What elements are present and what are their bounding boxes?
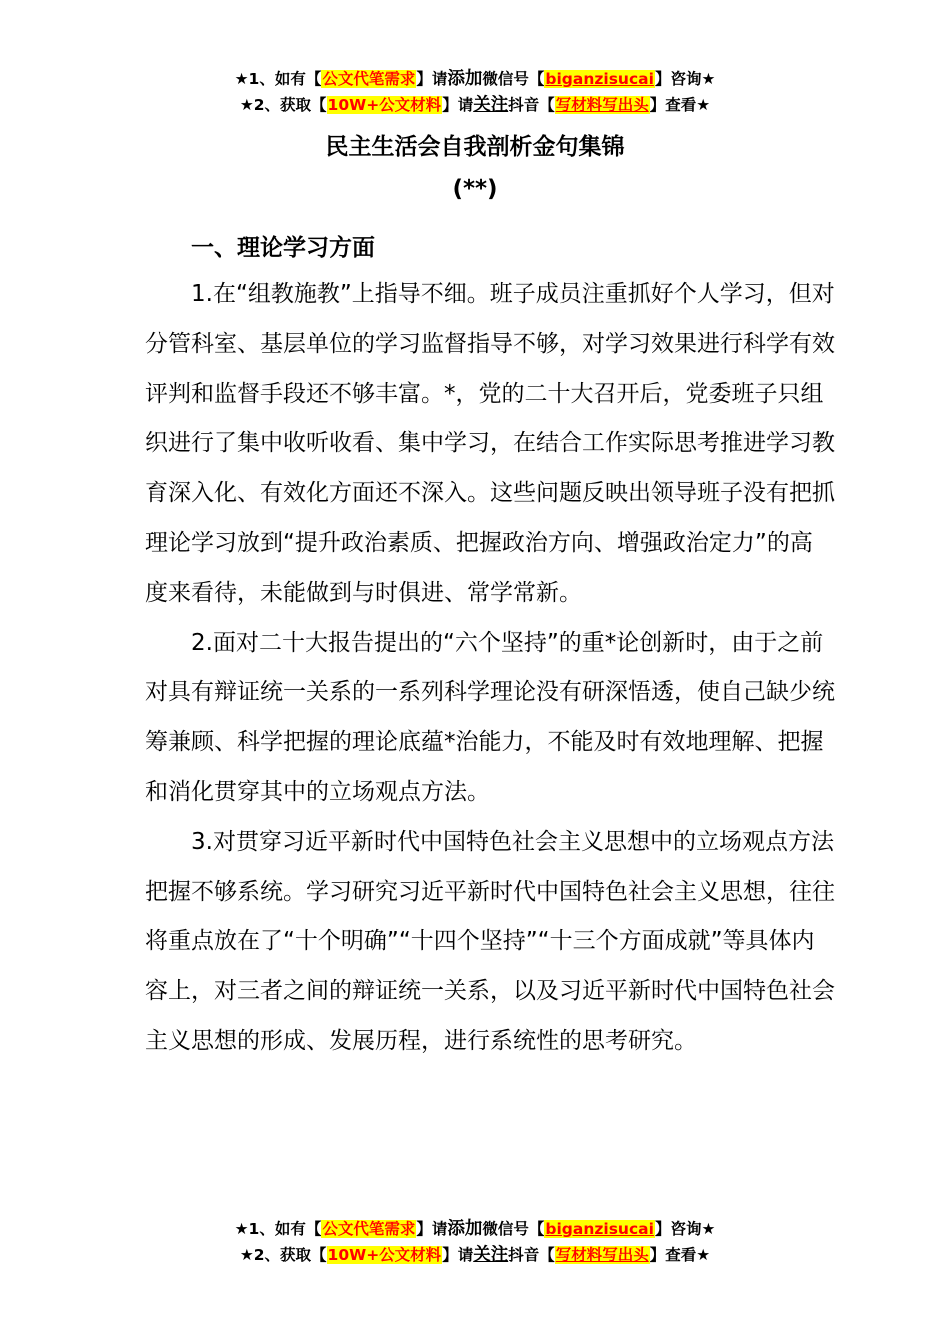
document-title: 民主生活会自我剖析金句集锦 xyxy=(325,134,625,160)
paragraph-3: 3.对贯穿习近平新时代中国特色社会主义思想中的立场观点方法把握不够系统。学习研究习近平新时代中国特色社会主义思想，往往将重点放在了“十个明确”“十四个坚持”“十三个方面成就”等具体内容上，对三者之间的辩证统一关系，以及习近平新时代中国特色社会主义思想的形成、发展历程，进行系统性的思考研究。 xyxy=(145,828,835,1054)
banner-line-1 xyxy=(0,1216,950,1242)
header-banner xyxy=(0,66,950,118)
banner-emphasis: 关注 xyxy=(473,1245,509,1265)
banner-emphasis: 添加 xyxy=(447,1219,483,1239)
banner-text: 】咨询★ xyxy=(654,1220,716,1238)
banner-text: 】查看★ xyxy=(649,1246,711,1264)
banner-text: ★1、如有【 xyxy=(234,70,322,88)
banner-text: 】请 xyxy=(442,1246,474,1264)
banner-text: ★1、如有【 xyxy=(234,1220,322,1238)
footer-banner xyxy=(0,1216,950,1268)
paragraph-2: 2.面对二十大报告提出的“六个坚持”的重*论创新时，由于之前对具有辩证统一关系的一系列科学理论没有研深悟透，使自己缺少统筹兼顾、科学把握的理论底蕴*治能力，不能及时有效地理解、把握和消化贯穿其中的立场观点方法。 xyxy=(145,629,835,805)
banner-text: ★2、获取【 xyxy=(239,96,327,114)
document-body xyxy=(145,226,835,1067)
banner-text: 微信号【 xyxy=(482,70,545,88)
banner-text: 】请 xyxy=(416,70,448,88)
banner-emphasis: 添加 xyxy=(447,69,483,89)
banner-text: 】查看★ xyxy=(649,96,711,114)
banner-line-1 xyxy=(0,66,950,92)
paragraph-1: 1.在“组教施教”上指导不细。班子成员注重抓好个人学习，但对分管科室、基层单位的学习监督指导不够，对学习效果进行科学有效评判和监督手段还不够丰富。*，党的二十大召开后，党委班子只组织进行了集中收听收看、集中学习，在结合工作实际思考推进学习教育深入化、有效化方面还不深入。这些问题反映出领导班子没有把抓理论学习放到“提升政治素质、把握政治方向、增强政治定力”的高度来看待，未能做到与时俱进、常学常新。 xyxy=(145,281,835,606)
banner-text: 】咨询★ xyxy=(654,70,716,88)
highlight-materials: 10W+公文材料 xyxy=(327,96,442,114)
highlight-service: 公文代笔需求 xyxy=(322,70,416,88)
highlight-wechat-id: biganzisucai xyxy=(545,1220,654,1238)
banner-text: 微信号【 xyxy=(482,1220,545,1238)
banner-line-2 xyxy=(0,92,950,118)
highlight-douyin: 写材料写出头 xyxy=(555,96,649,114)
banner-text: 抖音【 xyxy=(508,96,555,114)
section-heading: 一、理论学习方面 xyxy=(191,235,375,261)
highlight-wechat-id: biganzisucai xyxy=(545,70,654,88)
banner-text: 】请 xyxy=(442,96,474,114)
banner-emphasis: 关注 xyxy=(473,95,509,115)
banner-text: 】请 xyxy=(416,1220,448,1238)
banner-text: ★2、获取【 xyxy=(239,1246,327,1264)
banner-text: 抖音【 xyxy=(508,1246,555,1264)
highlight-service: 公文代笔需求 xyxy=(322,1220,416,1238)
highlight-douyin: 写材料写出头 xyxy=(555,1246,649,1264)
document-subtitle: (**) xyxy=(452,176,498,202)
highlight-materials: 10W+公文材料 xyxy=(327,1246,442,1264)
banner-line-2 xyxy=(0,1242,950,1268)
